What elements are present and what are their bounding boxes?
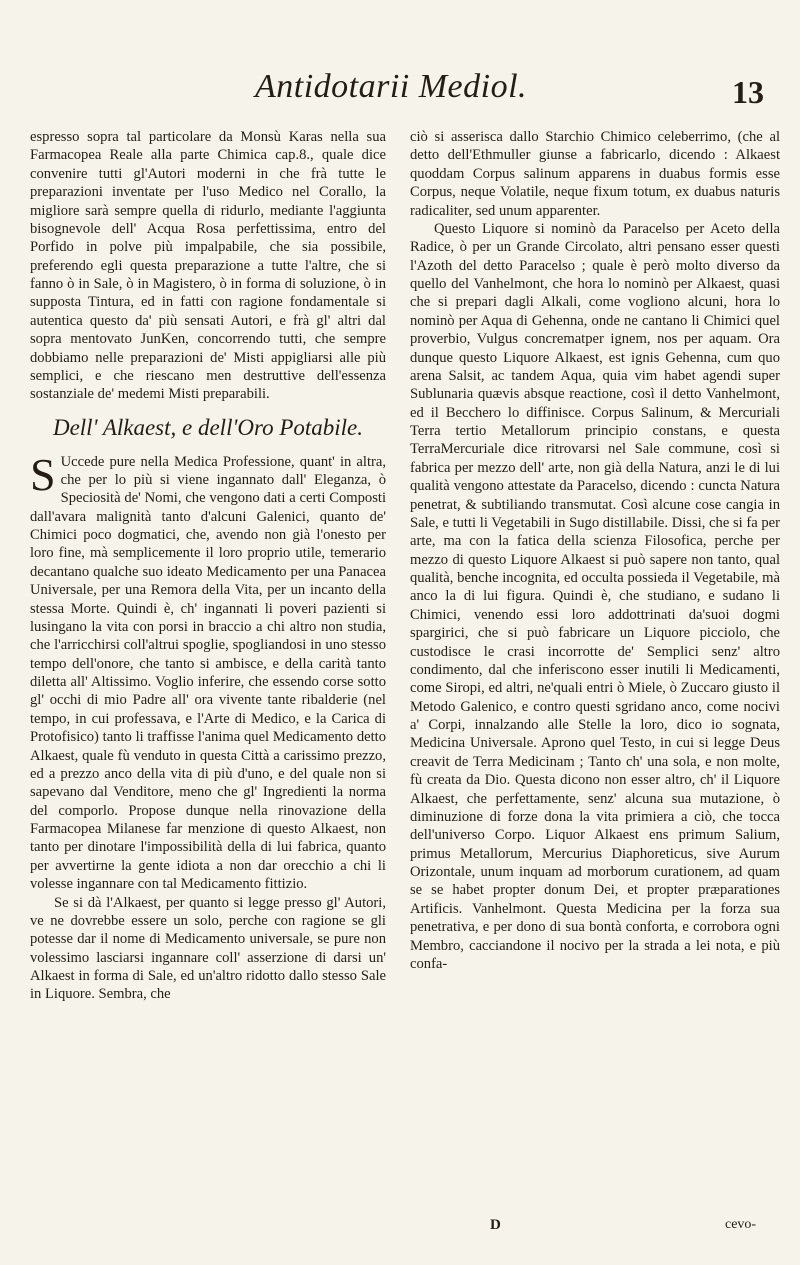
catchword: cevo- [725,1217,757,1232]
paragraph-main [30,448,386,894]
running-title: Antidotarii Mediol. [255,68,528,105]
page-header [0,68,800,124]
paragraph-end: Se si dà l'Alkaest, per quanto si legge presso gl' Autori, ve ne dovrebbe essere un solo, perche con ragione se gli potesse dar il nome di Medicamento universale, se pure non volessimo lasciarsi ingannare coll' asserzione di darsi un' Alkaest in forma di Sale, ed un'altro ridotto dallo stesso Sale in Liquore. Sembra, che [30,894,386,1003]
paragraph-continued: ciò si asserisca dallo Starchio Chimico celeberrimo, (che al detto dell'Ethmuller giunse a fabricarlo, dicendo : Alkaest quoddam Corpus salinum apparens in duabus formis esse Corpus, neque Volatile, neque fixum totum, ex duabus naturis radicaliter, sed unum apparenter. [410,129,780,219]
section-heading: Dell' Alkaest, e dell'Oro Potabile. [52,414,364,440]
paragraph-main-text: Uccede pure nella Medica Professione, quant' in altra, che per lo più si viene ingannato dall' Eleganza, ò Speciosità de' Nomi, che vengono dati a certi Composti dall'avara malignità tanto d'alcuni Galenici, quanto de' Chimici poco dogmatici, che, avendo non già l'onesto per loro fine, mà semplicemente il loro proprio utile, temerario decantano qualche suo ideato Medicamento per una Panacea Universale, per una Remora della Vita, per un incanto della stessa Morte. Quindi è, ch' ingannati li poveri pazienti si lusingano la vita con porsi in braccio a chi altro non studia, che l'arricchirsi coll'altrui spoglie, spogliandosi in uno stesso tempo dell'onore, che tanto si ambisce, e della carità tanto diletta all' Altissimo. Voglio inferire, che essendo corse sotto gl' occhi di mio Padre all' ora vivente tante ribalderie (nel tempo, in cui professava, e l'Arte di Medico, e la Carica di Protofisico) tanto li traffisse l'anima quel Medicamento detto Alkaest, quale fù venduto in questa Città a carissimo prezzo, ed a prezzo anco della vita di più d'uno, e del quale non si sapevano dal Venditore, meno che gl' Ingredienti la norma del comporlo. Propose dunque nella rinovazione della Farmacopea Milanese far menzione di questo Alkaest, non tanto per dinotare l'impossibilità della di lui fabrica, quanto per avvertirne la gente idiota a non dar orecchio a chi li volesse ingannare con tal Medicamento fittizio. [30,453,386,893]
drop-cap: S [30,448,56,500]
left-column [30,128,386,1004]
signature-mark: D [490,1217,501,1233]
right-column [410,128,780,973]
page-number: 13 [732,74,764,110]
paragraph-intro: espresso sopra tal particolare da Monsù Karas nella sua Farmacopea Reale alla parte Chimica cap.8., quale dice convenire tutti gl'Autori moderni in che frà tutte le preparazioni inventate per l'uso Medico nel Corallo, la migliore sarà sempre quella di ridurlo, mediante l'aggiunta bisognevole dell' Acqua Rosa perfettissima, entro del Porfido in polve più impalpabile, che sia possibile, preferendo egli questa preparazione a tutte l'altre, che si fanno ò in Sale, ò in Magistero, ò in forma di soluzione, ò in supposta Tintura, ed in fatti con ragione fondamentale si autentica questo da' più sensati Autori, e frà gl' altri dal sopra mentovato JunKen, concorrendo tutti, che sempre dobbiamo nelle preparazioni de' Misti appigliarsi alle più semplici, e che riescano men destruttive dell'essenza sostanziale de' medemi Misti preparabili. [30,129,386,403]
paragraph-liquore: Questo Liquore si nominò da Paracelso per Aceto della Radice, ò per un Grande Circolato, altri pensano esser questi l'Azoth del detto Paracelso ; quale è però molto diverso da quello del Vanhelmont, che hora lo nominò per Alkaest, quasi che si prepari dagli Alkali, come vogliono alcuni, hora lo nominò per Aqua di Gehenna, onde ne cantano li Chimici quel proverbio, Vulgus concrematper ignem, nos per aquam. Ora dunque questo Liquore Alkaest, est ignis Gehenna, cum quo arena Salsit, ac tandem Aqua, quia vim habet agendi super Sublunaria quævis absque reactione, così il detto Vanhelmont, ed il Becchero lo diffinisce. Corpus Salinum, & Mercuriali Terra tertio Metallorum principio constans, e questa TerraMercuriale dice ritrovarsi nel Sale commune, così si fabrica per mezzo dell' arte, non già della Natura, anzi le di lui qualità vengono attestate da Paracelso, dicendo : cuncta Natura penetrat, & subtiliando transmutat. Così alcune cose cangia in Sale, e tutti li Vegetabili in Sugo distillabile. Dissi, che si fa per arte, ma con la fatica della scienza Filosofica, perche per mezzo di questo Liquore Alkaest si può sapere non tanto, qual qualità, benche incognita, ed occulta possieda il Vegetabile, mà anco la di lui figura. Quindi è, che studiano, e sudano li Chimici, venendo essi loro addottrinati da'suoi dogmi spargirici, che si può fabricare un Liquore picciolo, che custodisce le crasi incorrotte de' Semplici senz' altro condimento, dal che inferiscono esser inutili li Medicamenti, come Siropi, ed altri, ne'quali entri ò Miele, ò Zuccaro giusto il Metodo Galenico, e contro questi sgridano anco, come nocivi a' Corpi, innalzando alle Stelle la loro, dico io sognata, Medicina Universale. Aprono quel Testo, in cui si legge Deus creavit de Terra Medicinam ; Tanto ch' una sola, e non molte, fù creata da Dio. Questa dicono non esser altro, ch' il Liquore Alkaest, che perfettamente, senz' alcuna sua mutazione, ò diminuzione di forze dona la vita primiera a ciò, che tocca dell'universo Corpo. Liquor Alkaest ens primum Salium, primus Metallorum, Mercurius Diaphoreticus, sive Aurum Orizontale, unum inquam ad morborum curationem, ad quam se se habet propter donum Dei, et propter præparationes Artificis. Vanhelmont. Questa Medicina per la forza sua penetrativa, e per dono di sua bontà conforta, e corrobora ogni Membro, cacciandone il nocivo per la strada a lei nota, e più confa- [410,220,780,972]
